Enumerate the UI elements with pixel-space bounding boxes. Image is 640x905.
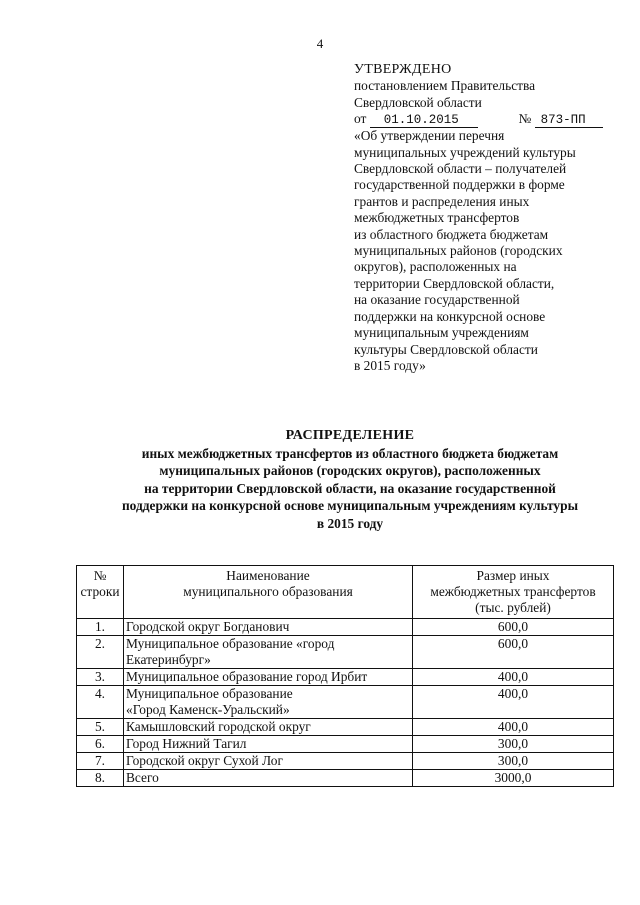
transfer-amount: 400,0 — [413, 686, 614, 719]
municipality-name — [124, 736, 413, 753]
from-label: от — [354, 111, 367, 127]
decree-title-line: Свердловской области – получателей — [354, 161, 567, 177]
municipality-name-line: Муниципальное образование город Ирбит — [126, 669, 368, 684]
table-row — [77, 636, 614, 669]
row-number: 1. — [77, 619, 124, 636]
decree-title-line: поддержки на конкурсной основе — [354, 308, 546, 324]
municipality-name — [124, 619, 413, 636]
row-number: 4. — [77, 686, 124, 719]
decree-title-line: государственной поддержки в форме — [354, 177, 565, 193]
decree-title-line: межбюджетных трансфертов — [354, 210, 520, 226]
heading-title: РАСПРЕДЕЛЕНИЕ — [285, 428, 415, 443]
table-row — [77, 619, 614, 636]
decree-title-line: из областного бюджета бюджетам — [354, 226, 549, 242]
table-row — [77, 719, 614, 736]
municipality-name-line: Городской округ Богданович — [126, 619, 290, 634]
approval-block — [354, 62, 624, 374]
municipality-name — [124, 753, 413, 770]
decree-title-line: культуры Свердловской области — [354, 341, 538, 357]
table-header-row — [77, 566, 614, 619]
municipality-name-line: Екатеринбург» — [126, 652, 211, 667]
heading-line: поддержки на конкурсной основе муниципальным учреждениям культуры — [121, 498, 579, 513]
row-number: 5. — [77, 719, 124, 736]
municipality-name — [124, 669, 413, 686]
decree-title-line: на оказание государственной — [354, 292, 520, 308]
transfer-amount: 600,0 — [413, 636, 614, 669]
municipality-name-line: Городской округ Сухой Лог — [126, 753, 283, 768]
heading-line: на территории Свердловской области, на оказание государственной — [144, 480, 556, 496]
decree-title-line: территории Свердловской области, — [354, 275, 555, 291]
municipality-name — [124, 636, 413, 669]
approval-line-2: Свердловской области — [354, 94, 482, 110]
transfer-amount: 3000,0 — [413, 770, 614, 787]
municipality-name-line: Город Нижний Тагил — [126, 736, 247, 751]
municipality-name-line: Всего — [126, 770, 159, 785]
table-row — [77, 753, 614, 770]
transfer-amount: 400,0 — [413, 669, 614, 686]
decree-title-line: в 2015 году» — [354, 357, 426, 373]
number-label: № — [518, 111, 532, 127]
table-row — [77, 770, 614, 787]
header-amount: Размер иных межбюджетных трансфертов (тыс. рублей) — [413, 566, 614, 619]
municipality-name-line: Муниципальное образование «город — [126, 636, 335, 651]
decree-date: 01.10.2015 — [370, 113, 478, 128]
decree-title-line: грантов и распределения иных — [354, 193, 530, 209]
page-number: 4 — [316, 36, 324, 51]
approval-title: УТВЕРЖДЕНО — [354, 62, 452, 77]
transfer-amount: 300,0 — [413, 753, 614, 770]
approval-line-1: постановлением Правительства — [354, 78, 536, 94]
decree-title-line: муниципальным учреждениям — [354, 325, 529, 341]
row-number: 8. — [77, 770, 124, 787]
decree-title — [354, 128, 624, 374]
table-row — [77, 669, 614, 686]
row-number: 2. — [77, 636, 124, 669]
municipality-name — [124, 686, 413, 719]
municipality-name-line: «Город Каменск-Уральский» — [126, 702, 290, 717]
transfer-amount: 600,0 — [413, 619, 614, 636]
row-number: 3. — [77, 669, 124, 686]
decree-title-line: округов), расположенных на — [354, 259, 517, 275]
decree-title-line: муниципальных учреждений культуры — [354, 144, 576, 160]
municipality-name — [124, 770, 413, 787]
heading-line: в 2015 году — [316, 515, 384, 531]
header-num: № строки — [77, 566, 124, 619]
heading-subtitle — [70, 445, 630, 533]
decree-number: 873-ПП — [535, 113, 603, 128]
table-row — [77, 686, 614, 719]
decree-title-line: «Об утверждении перечня — [354, 128, 505, 144]
approval-date-row — [354, 111, 624, 128]
transfer-amount: 400,0 — [413, 719, 614, 736]
municipality-name — [124, 719, 413, 736]
decree-title-line: муниципальных районов (городских — [354, 243, 563, 259]
transfer-amount: 300,0 — [413, 736, 614, 753]
row-number: 7. — [77, 753, 124, 770]
document-heading — [70, 427, 630, 532]
municipality-name-line: Муниципальное образование — [126, 686, 293, 701]
heading-line: иных межбюджетных трансфертов из областного бюджета бюджетам — [141, 445, 559, 461]
header-name: Наименование муниципального образования — [124, 566, 413, 619]
heading-line: муниципальных районов (городских округов), расположенных — [159, 463, 541, 478]
municipality-name-line: Камышловский городской округ — [126, 719, 311, 734]
distribution-table — [76, 565, 614, 787]
row-number: 6. — [77, 736, 124, 753]
table-row — [77, 736, 614, 753]
